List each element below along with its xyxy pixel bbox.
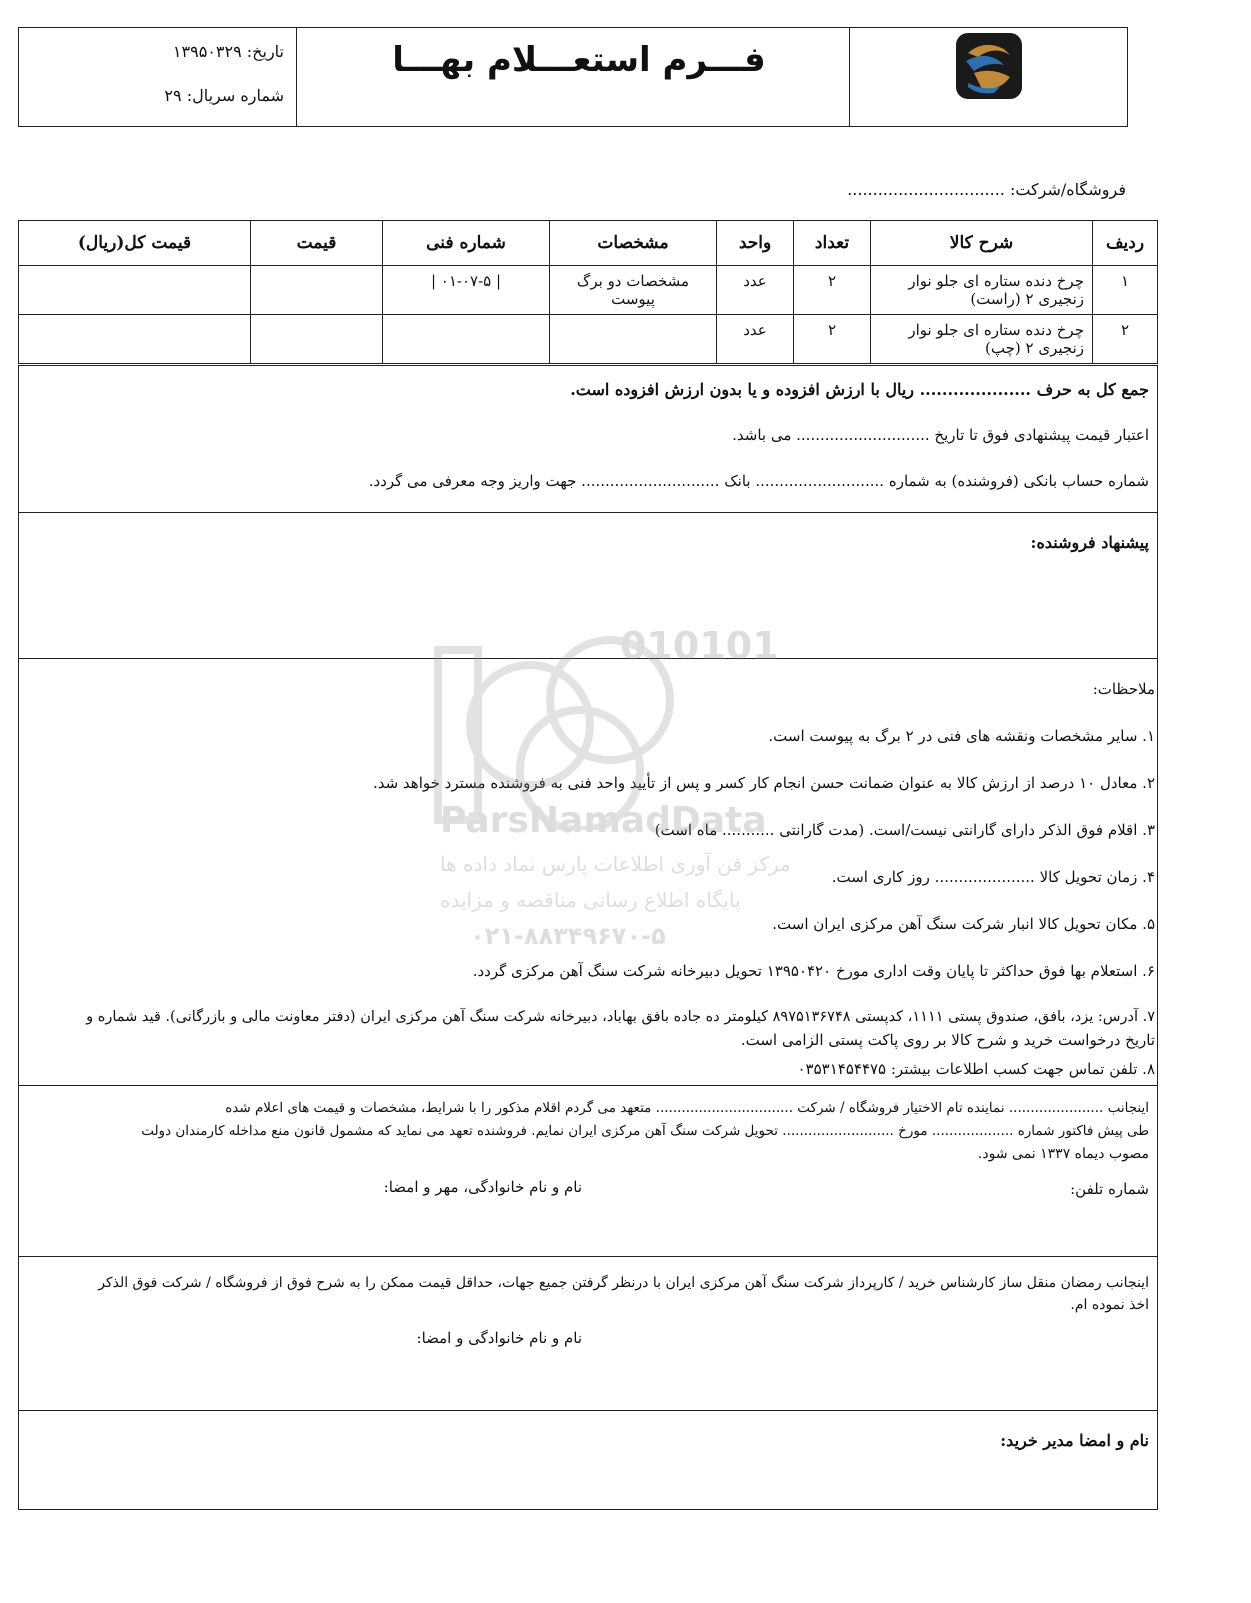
note-item: ۴. زمان تحویل کالا ..................... روز کاری است. <box>831 868 1155 886</box>
serial-value: ۲۹ <box>164 86 182 105</box>
col-row: ردیف <box>1093 221 1158 266</box>
commitment-box <box>18 1085 1158 1257</box>
header-divider-left <box>296 28 297 126</box>
commitment-line3: مصوب دیماه ۱۳۳۷ نمی شود. <box>977 1146 1149 1162</box>
serial-field <box>29 86 284 105</box>
company-logo <box>954 31 1024 101</box>
table-header-row <box>19 221 1158 266</box>
header-divider-right <box>849 28 850 126</box>
bank-account: شماره حساب بانکی (فروشنده) به شماره ........................... بانک ............................. جهت واریز وجه معرفی می گردد. <box>368 472 1149 490</box>
summary-box <box>18 365 1158 513</box>
cell-row: ۲ <box>1093 315 1158 364</box>
cell-unit: عدد <box>717 315 794 364</box>
commitment-line2: طی پیش فاکتور شماره ................... مورخ .......................... تحویل شرکت سنگ آهن مرکزی ایران نمایم. فروشنده تعهد می نماید که مشمول قانون منع مداخله کارمندان دولت <box>141 1123 1149 1139</box>
watermark-line1: مرکز فن آوری اطلاعات پارس نماد داده ها <box>440 852 791 876</box>
cell-spec: مشخصات دو برگ پیوست <box>550 266 717 315</box>
buyer-line2: اخذ نموده ام. <box>1070 1297 1149 1313</box>
serial-label: شماره سریال: <box>186 86 284 105</box>
cell-row: ۱ <box>1093 266 1158 315</box>
total-in-words: جمع کل به حرف .................... ریال با ارزش افزوده و یا بدون ارزش افزوده است. <box>570 380 1149 399</box>
form-title: فـــرم استعـــلام بهـــا <box>392 40 766 80</box>
col-tech-no: شماره فنی <box>383 221 550 266</box>
note-item: تاریخ درخواست خرید و شرح کالا بر روی پاکت پستی الزامی است. <box>740 1031 1155 1049</box>
date-value: ۱۳۹۵۰۳۲۹ <box>172 42 242 61</box>
cell-qty: ۲ <box>794 266 871 315</box>
notes-title: ملاحظات: <box>1092 680 1155 698</box>
commitment-line1: اینجانب ...................... نماینده تام الاختیار فروشگاه / شرکت ................................ متعهد می گردم اقلام مذکور را با شرایط، مشخصات و قیمت های اعلام شده <box>225 1100 1149 1116</box>
cell-total <box>19 266 251 315</box>
cell-tech-no <box>383 315 550 364</box>
note-item: ۶. استعلام بها فوق حداکثر تا پایان وقت اداری مورخ ۱۳۹۵۰۴۲۰ تحویل دبیرخانه شرکت سنگ آهن مرکزی گردد. <box>472 962 1155 980</box>
seller-signature-label: نام و نام خانوادگی، مهر و امضا: <box>383 1178 582 1196</box>
date-field <box>29 42 284 61</box>
note-item: ۱. سایر مشخصات ونقشه های فنی در ۲ برگ به پیوست است. <box>768 727 1155 745</box>
watermark <box>430 624 810 960</box>
note-item: ۸. تلفن تماس جهت کسب اطلاعات بیشتر: ۰۳۵۳۱۴۵۴۴۷۵ <box>797 1060 1155 1078</box>
table-row <box>19 266 1158 315</box>
items-table <box>18 220 1158 364</box>
buyer-signature-label: نام و نام خانوادگی و امضا: <box>416 1329 582 1347</box>
date-label: تاریخ: <box>246 42 284 61</box>
note-item: ۵. مکان تحویل کالا انبار شرکت سنگ آهن مرکزی ایران است. <box>772 915 1155 933</box>
buyer-line1: اینجانب رمضان منقل ساز کارشناس خرید / کارپرداز شرکت سنگ آهن مرکزی ایران با درنظر گرفتن جمیع جهات، حداقل قیمت ممکن را به شرح فوق از فروشگاه / شرکت فوق الذکر <box>98 1275 1149 1291</box>
watermark-line2: پایگاه اطلاع رسانی مناقصه و مزایده <box>440 888 741 912</box>
cell-price <box>251 266 383 315</box>
cell-description: چرخ دنده ستاره ای جلو نوار زنجیری ۲ (راست) <box>871 266 1093 315</box>
note-item: ۷. آدرس: یزد، بافق، صندوق پستی ۱۱۱۱، کدپستی ۸۹۷۵۱۳۶۷۴۸ کیلومتر ده جاده بافق بهاباد، دبیرخانه شرکت سنگ آهن مرکزی ایران (دفتر معاونت مالی و بازرگانی). قید شماره و <box>86 1009 1155 1025</box>
col-total: قیمت کل(ریال) <box>19 221 251 266</box>
watermark-phone: ۰۲۱-۸۸۳۴۹۶۷۰-۵ <box>470 922 666 950</box>
col-description: شرح کالا <box>871 221 1093 266</box>
store-company-field: فروشگاه/شرکت: ............................... <box>847 180 1126 199</box>
seller-offer-label: پیشنهاد فروشنده: <box>1030 533 1149 552</box>
header-box <box>18 27 1128 127</box>
note-item: ۲. معادل ۱۰ درصد از ارزش کالا به عنوان ضمانت حسن انجام کار کسر و پس از تأیید واحد فنی به فروشنده مسترد خواهد شد. <box>372 774 1155 792</box>
col-unit: واحد <box>717 221 794 266</box>
cell-description: چرخ دنده ستاره ای جلو نوار زنجیری ۲ (چپ) <box>871 315 1093 364</box>
buyer-box <box>18 1256 1158 1411</box>
col-price: قیمت <box>251 221 383 266</box>
cell-total <box>19 315 251 364</box>
table-row <box>19 315 1158 364</box>
col-spec: مشخصات <box>550 221 717 266</box>
watermark-name: ParsNamadData <box>440 800 767 841</box>
manager-box <box>18 1410 1158 1510</box>
phone-label: شماره تلفن: <box>1070 1180 1149 1198</box>
note-item: ۳. اقلام فوق الذکر دارای گارانتی نیست/است. (مدت گارانتی ........... ماه است) <box>654 821 1155 839</box>
price-validity: اعتبار قیمت پیشنهادی فوق تا تاریخ ............................ می باشد. <box>732 426 1149 444</box>
col-qty: تعداد <box>794 221 871 266</box>
cell-tech-no: | ۰۱-۰۷-۵ | <box>383 266 550 315</box>
watermark-digits: 010101 <box>620 624 779 668</box>
cell-unit: عدد <box>717 266 794 315</box>
cell-price <box>251 315 383 364</box>
cell-qty: ۲ <box>794 315 871 364</box>
cell-spec <box>550 315 717 364</box>
manager-signature-label: نام و امضا مدیر خرید: <box>1000 1431 1149 1450</box>
